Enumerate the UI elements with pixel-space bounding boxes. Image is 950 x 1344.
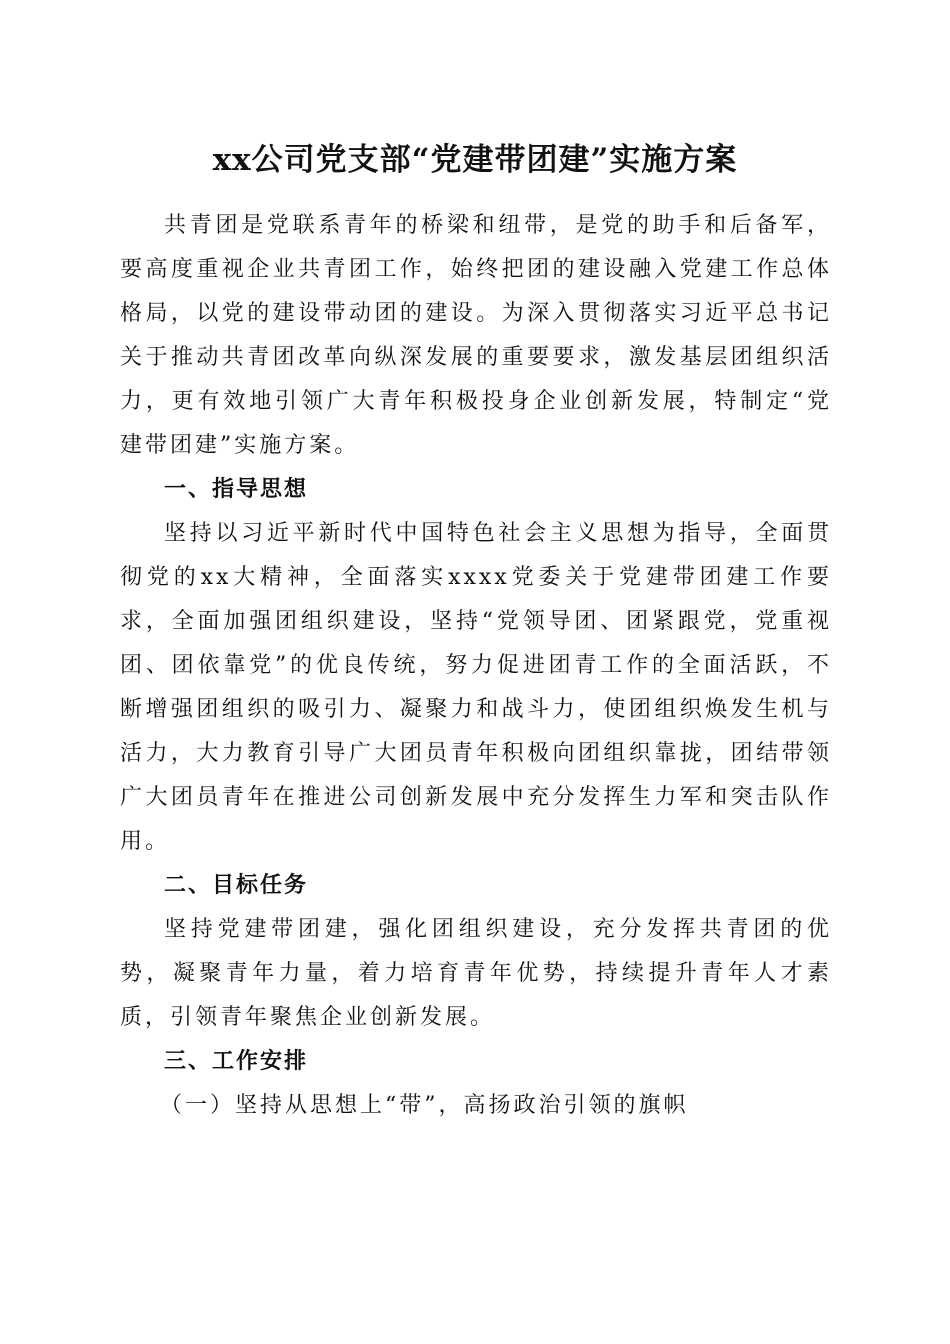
document-title: xx公司党支部“党建带团建”实施方案 [212, 142, 738, 178]
section-heading-guiding-ideology: 一、指导思想 [164, 477, 309, 502]
section-heading-work-arrangement: 三、工作安排 [164, 1049, 309, 1074]
section-heading-goals-tasks: 二、目标任务 [164, 873, 309, 898]
section-paragraph-guiding-ideology: 坚持以习近平新时代中国特色社会主义思想为指导，全面贯彻党的xx大精神，全面落实xxxx党委关于党建带团建工作要求，全面加强团组织建设，坚持“党领导团、团紧跟党，党重视团、团依靠党”的优良传统，努力促进团青工作的全面活跃，不断增强团组织的吸引力、凝聚力和战斗力，使团组织焕发生机与活力，大力教育引导广大团员青年积极向团组织靠拢，团结带领广大团员青年在推进公司创新发展中充分发挥生力军和突击队作用。 [120, 521, 832, 854]
subsection-heading-ideological-lead: （一）坚持从思想上“带”，高扬政治引领的旗帜 [160, 1093, 689, 1118]
document-body [120, 204, 832, 1128]
section-paragraph-goals-tasks: 坚持党建带团建，强化团组织建设，充分发挥共青团的优势，凝聚青年力量，着力培育青年优势，持续提升青年人才素质，引领青年聚焦企业创新发展。 [120, 917, 832, 1030]
intro-paragraph: 共青团是党联系青年的桥梁和纽带，是党的助手和后备军，要高度重视企业共青团工作，始终把团的建设融入党建工作总体格局，以党的建设带动团的建设。为深入贯彻落实习近平总书记关于推动共青团改革向纵深发展的重要要求，激发基层团组织活力，更有效地引领广大青年积极投身企业创新发展，特制定“党建带团建”实施方案。 [120, 213, 832, 458]
